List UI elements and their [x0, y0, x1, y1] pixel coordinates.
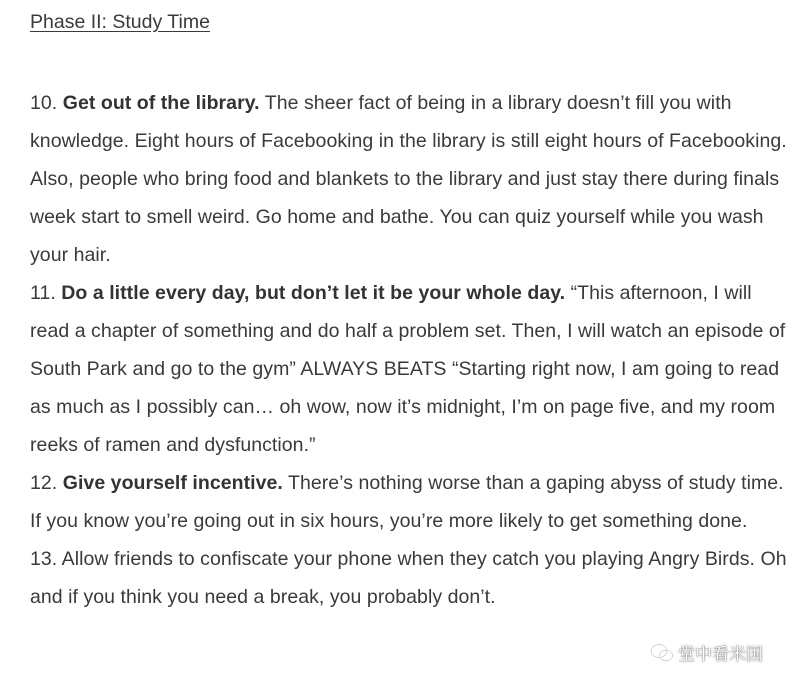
item-title: Do a little every day, but don’t let it be your whole day.: [61, 282, 566, 304]
item-number: 11.: [30, 282, 56, 304]
section-heading: Phase II: Study Time: [30, 11, 210, 33]
item-body: The sheer fact of being in a library doesn’t fill you with knowledge. Eight hours of Facebooking in the library is still eight hours of Facebooking. Also, people who bring food and blankets to the library and just stay there during finals week start to smell weird. Go home and bathe. You can quiz yourself while you wash your hair.: [30, 92, 787, 266]
document-page: [30, 0, 790, 616]
item-number: 13.: [30, 548, 58, 570]
item-body: Allow friends to confiscate your phone when they catch you playing Angry Birds. Oh and if you think you need a break, you probably don’t.: [30, 548, 787, 608]
item-body: There’s nothing worse than a gaping abyss of study time. If you know you’re going out in six hours, you’re more likely to get something done.: [30, 472, 784, 532]
watermark-text: 堂中看米国: [678, 645, 763, 665]
list-item: [30, 274, 790, 464]
wechat-icon: [650, 643, 674, 663]
watermark: [650, 640, 763, 665]
item-title: Get out of the library.: [62, 92, 260, 114]
item-number: 12.: [30, 472, 58, 494]
list-item: [30, 464, 790, 540]
tips-list: [30, 84, 790, 616]
list-item: [30, 84, 790, 274]
item-body: “This afternoon, I will read a chapter of something and do half a problem set. Then, I will watch an episode of South Park and go to the gym” ALWAYS BEATS “Starting right now, I am going to read as much as I possibly can… oh wow, now it’s midnight, I’m on page five, and my room reeks of ramen and dysfunction.”: [30, 282, 786, 456]
list-item: [30, 540, 790, 616]
item-number: 10.: [30, 92, 58, 114]
item-title: Give yourself incentive.: [62, 472, 283, 494]
